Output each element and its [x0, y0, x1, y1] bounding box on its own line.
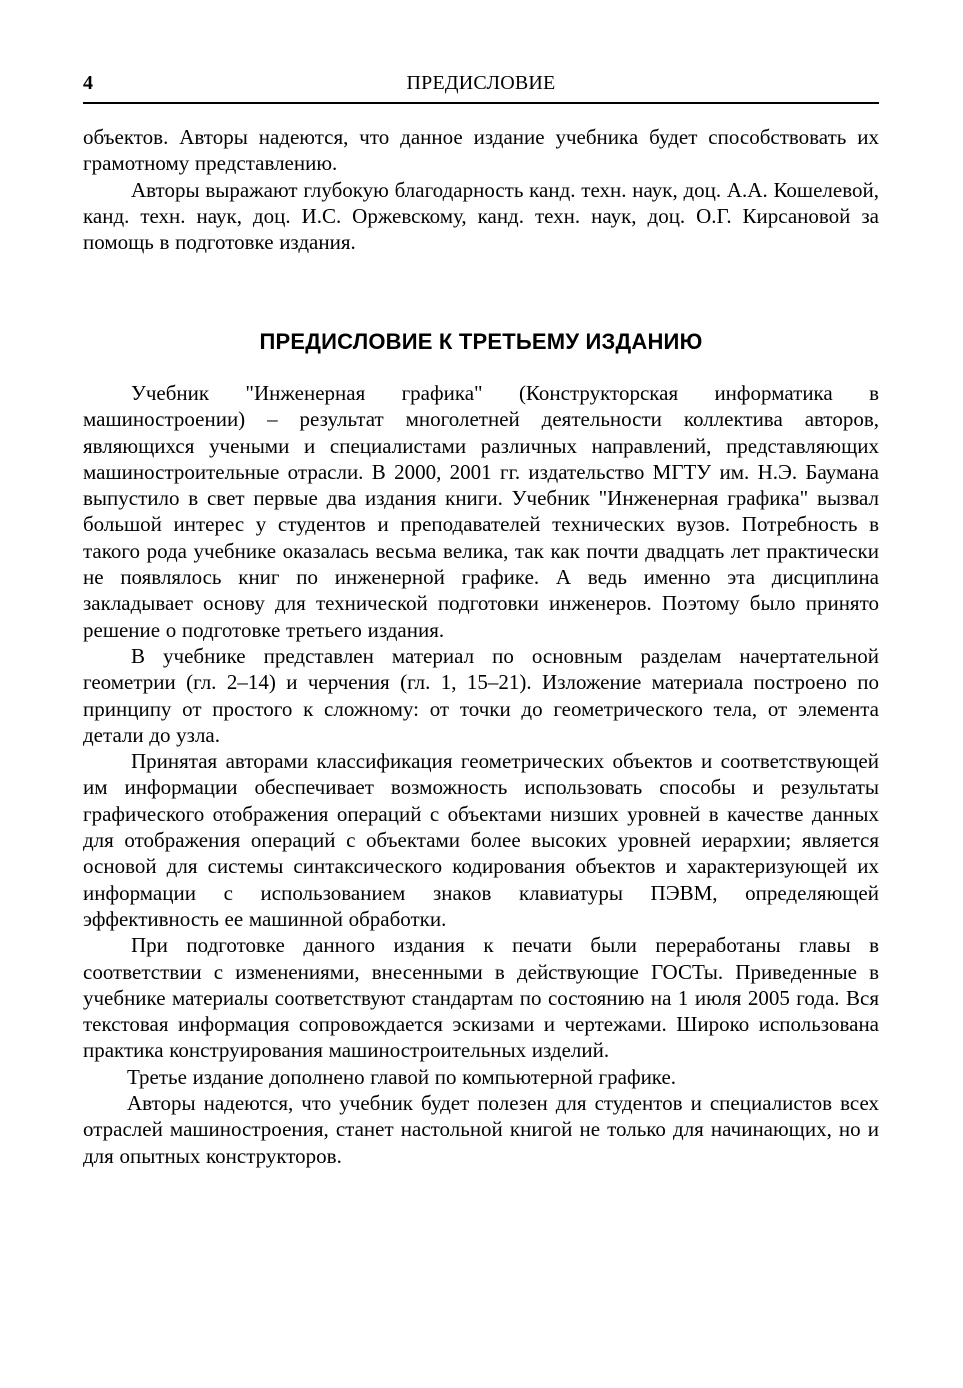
section-heading: ПРЕДИСЛОВИЕ К ТРЕТЬЕМУ ИЗДАНИЮ — [259, 329, 703, 354]
running-title: ПРЕДИСЛОВИЕ — [406, 72, 556, 94]
intro-paragraph-1: объектов. Авторы надеются, что данное издание учебника будет способствовать их грамотному представлению. — [83, 125, 879, 176]
section-paragraph-2: В учебнике представлен материал по основным разделам начертательной геометрии (гл. 2–14) и черчения (гл. 1, 15–21). Изложение материала построено по принципу от простого к сложному: от точки до геометрического тела, от элемента детали до узла. — [83, 643, 879, 747]
section-paragraph-3: Принятая авторами классификация геометрических объектов и соответствующей им информации обеспечивает возможность использовать способы и результаты графического отображения операций с объектами низших уровней в качестве данных для отображения операций с объектами более высоких уровней иерархии; является основой для системы синтаксического кодирования объектов и характеризующей их информации с использованием знаков клавиатуры ПЭВМ, определяющей эффективность ее машинной обработки. — [83, 749, 879, 931]
section-paragraph-6: Авторы надеются, что учебник будет полезен для студентов и специалистов всех отраслей машиностроения, станет настольной книгой не только для начинающих, но и для опытных конструкторов. — [83, 1091, 879, 1168]
section-paragraph-5: Третье издание дополнено главой по компьютерной графике. — [127, 1064, 677, 1089]
section-paragraph-4: При подготовке данного издания к печати были переработаны главы в соответствии с изменениями, внесенными в действующие ГОСТы. Приведенные в учебнике материалы соответствуют стандартам по состоянию на 1 июля 2005 года. Вся текстовая информация сопровождается эскизами и чертежами. Широко использована практика конструирования машиностроительных изделий. — [83, 933, 879, 1063]
intro-paragraph-2: Авторы выражают глубокую благодарность канд. техн. наук, доц. А.А. Кошелевой, канд. техн. наук, доц. И.С. Оржевскому, канд. техн. наук, доц. О.Г. Кирсановой за помощь в подготовке издания. — [83, 177, 879, 255]
page-header — [83, 71, 879, 97]
intro-text — [83, 124, 879, 255]
section-paragraph-1: Учебник "Инженерная графика" (Конструкторская информатика в машиностроении) – результат многолетней деятельности коллектива авторов, являющихся учеными и специалистами различных направлений, представляющих машиностроительные отрасли. В 2000, 2001 гг. издательство МГТУ им. Н.Э. Баумана выпустило в свет первые два издания книги. Учебник "Инженерная графика" вызвал большой интерес у студентов и преподавателей технических вузов. Потребность в такого рода учебнике оказалась весьма велика, так как почти двадцать лет практически не появлялось книг по инженерной графике. А ведь именно эта дисциплина закладывает основу для технической подготовки инженеров. Поэтому было принято решение о подготовке третьего издания. — [83, 381, 879, 642]
page-number: 4 — [83, 72, 93, 94]
header-rule — [83, 102, 879, 104]
section-text — [83, 380, 879, 1169]
